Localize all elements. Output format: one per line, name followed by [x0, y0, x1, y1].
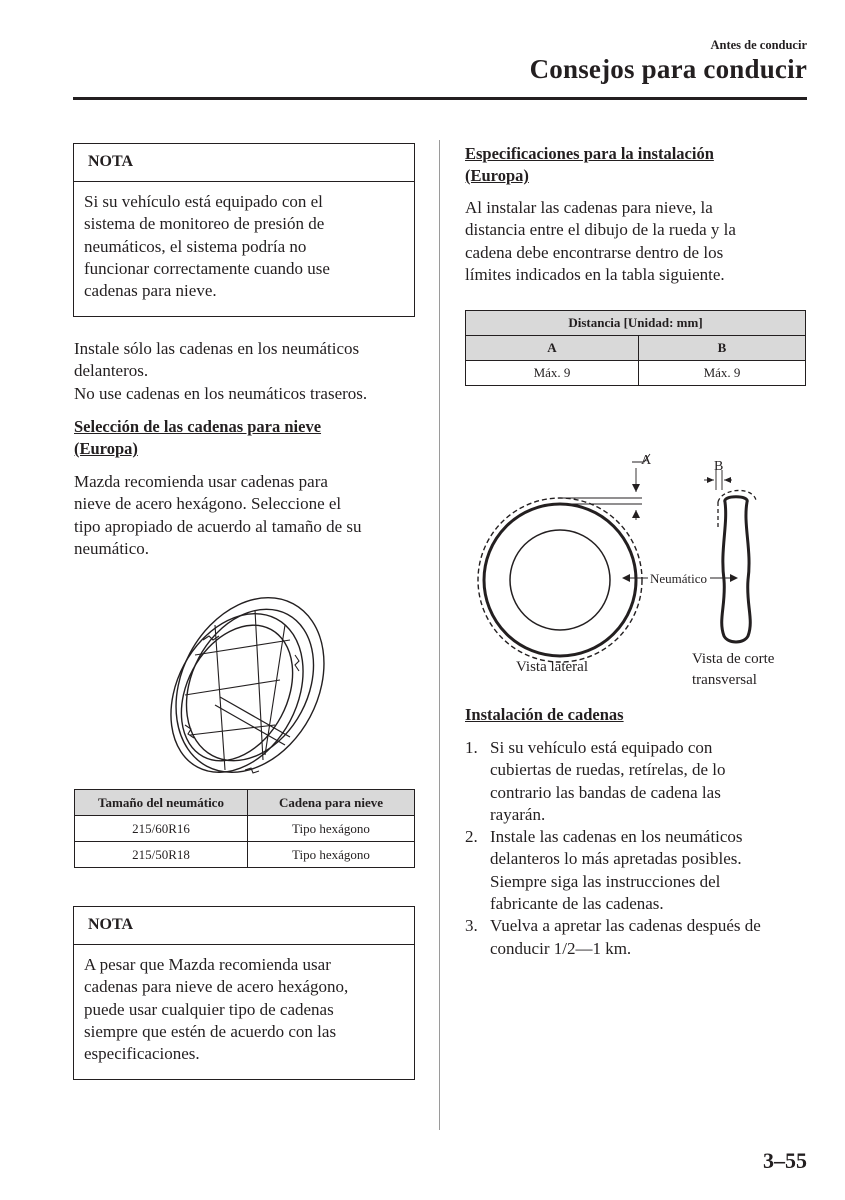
- table-title-row: [466, 311, 806, 336]
- note-line: sistema de monitoreo de presión de: [84, 214, 325, 234]
- install-heading: Instalación de cadenas: [465, 705, 624, 724]
- step-number: 2.: [465, 827, 478, 847]
- table-cell: 215/60R16: [75, 816, 248, 842]
- tire-outer-circle: [484, 504, 636, 656]
- distance-table: [465, 310, 806, 386]
- note-line: puede usar cualquier tipo de cadenas: [84, 999, 334, 1019]
- diagram-label-b: B: [714, 459, 724, 474]
- table-header-cell: Tamaño del neumático: [75, 790, 248, 816]
- note-text: [74, 182, 414, 302]
- note-line: neumáticos, el sistema podría no: [84, 236, 307, 256]
- wheel-rim-circle: [510, 530, 610, 630]
- step-line: Si su vehículo está equipado con: [490, 738, 713, 757]
- page-number: 3–55: [763, 1148, 807, 1173]
- list-item: [465, 915, 810, 960]
- tire-cross-section: [722, 497, 751, 642]
- step-number: 3.: [465, 916, 478, 936]
- chain-clearance-diagram: [460, 440, 810, 695]
- heading-line: Selección de las cadenas para nieve: [74, 417, 322, 436]
- note-title: NOTA: [74, 144, 414, 182]
- diagram-label-a: A: [641, 453, 652, 468]
- diagram-label-cross-1: Vista de corte: [692, 651, 775, 667]
- intro-paragraph: [74, 338, 424, 405]
- step-line: fabricante de las cadenas.: [490, 894, 664, 914]
- list-item: [465, 737, 810, 826]
- text-line: delanteros.: [74, 361, 149, 381]
- chain-dashed-circle: [478, 498, 642, 662]
- table-row: [466, 361, 806, 386]
- table-row: [75, 816, 415, 842]
- note-line: funcionar correctamente cuando use: [84, 258, 330, 278]
- table-header-row: [466, 336, 806, 361]
- step-line: Instale las cadenas en los neumáticos: [490, 827, 743, 847]
- table-cell: Máx. 9: [639, 361, 806, 386]
- step-line: rayarán.: [490, 804, 546, 824]
- note-line: siempre que estén de acuerdo con las: [84, 1021, 337, 1041]
- step-line: cubiertas de ruedas, retírelas, de lo: [490, 760, 726, 780]
- list-item: [465, 826, 810, 915]
- table-cell: 215/50R18: [75, 842, 248, 868]
- snow-chain-illustration: [155, 585, 335, 785]
- heading-line: Especificaciones para la instalación: [465, 144, 714, 163]
- text-line: cadena debe encontrarse dentro de los: [465, 242, 724, 262]
- text-line: nieve de acero hexágono. Seleccione el: [74, 494, 342, 514]
- text-line: Al instalar las cadenas para nieve, la: [465, 198, 713, 217]
- diagram-label-tire: Neumático: [650, 571, 708, 586]
- note-line: Si su vehículo está equipado con el: [84, 192, 323, 211]
- spec-paragraph: [465, 197, 815, 286]
- note-box-tpms: [73, 143, 415, 317]
- note-box-chain-type: [73, 906, 415, 1080]
- table-row: [75, 842, 415, 868]
- heading-line: (Europa): [465, 166, 529, 185]
- selection-heading: [74, 416, 424, 460]
- install-steps-list: [465, 737, 810, 960]
- step-line: Siempre siga las instrucciones del: [490, 871, 721, 891]
- text-line: neumático.: [74, 538, 150, 558]
- note-line: A pesar que Mazda recomienda usar: [84, 955, 331, 974]
- note-text: [74, 945, 414, 1065]
- spec-heading: [465, 143, 810, 187]
- title-rule: [73, 97, 807, 100]
- note-line: especificaciones.: [84, 1044, 200, 1064]
- table-header-cell: B: [639, 336, 806, 361]
- table-header-row: [75, 790, 415, 816]
- table-header-cell: Cadena para nieve: [248, 790, 415, 816]
- note-line: cadenas para nieve de acero hexágono,: [84, 977, 349, 997]
- step-line: delanteros lo más apretadas posibles.: [490, 849, 742, 869]
- selection-paragraph: [74, 471, 424, 560]
- column-divider: [439, 140, 440, 1130]
- text-line: límites indicados en la tabla siguiente.: [465, 264, 725, 284]
- section-label: Antes de conducir: [710, 38, 807, 52]
- diagram-label-cross-2: transversal: [692, 672, 757, 688]
- step-line: Vuelva a apretar las cadenas después de: [490, 916, 761, 936]
- table-cell: Máx. 9: [466, 361, 639, 386]
- step-number: 1.: [465, 738, 478, 757]
- heading-line: (Europa): [74, 439, 138, 458]
- page-title: Consejos para conducir: [529, 54, 807, 84]
- table-header-cell: A: [466, 336, 639, 361]
- text-line: Instale sólo las cadenas en los neumáticos: [74, 339, 360, 358]
- note-line: cadenas para nieve.: [84, 281, 217, 301]
- table-cell: Tipo hexágono: [248, 816, 415, 842]
- text-line: tipo apropiado de acuerdo al tamaño de su: [74, 516, 362, 536]
- step-line: conducir 1/2—1 km.: [490, 938, 632, 958]
- table-title: Distancia [Unidad: mm]: [466, 311, 806, 336]
- text-line: distancia entre el dibujo de la rueda y la: [465, 220, 736, 240]
- text-line: No use cadenas en los neumáticos traseros.: [74, 383, 368, 403]
- text-line: Mazda recomienda usar cadenas para: [74, 472, 328, 491]
- diagram-label-side-view: Vista lateral: [516, 659, 588, 675]
- tire-size-table: [74, 789, 415, 868]
- step-line: contrario las bandas de cadena las: [490, 782, 721, 802]
- table-cell: Tipo hexágono: [248, 842, 415, 868]
- note-title: NOTA: [74, 907, 414, 945]
